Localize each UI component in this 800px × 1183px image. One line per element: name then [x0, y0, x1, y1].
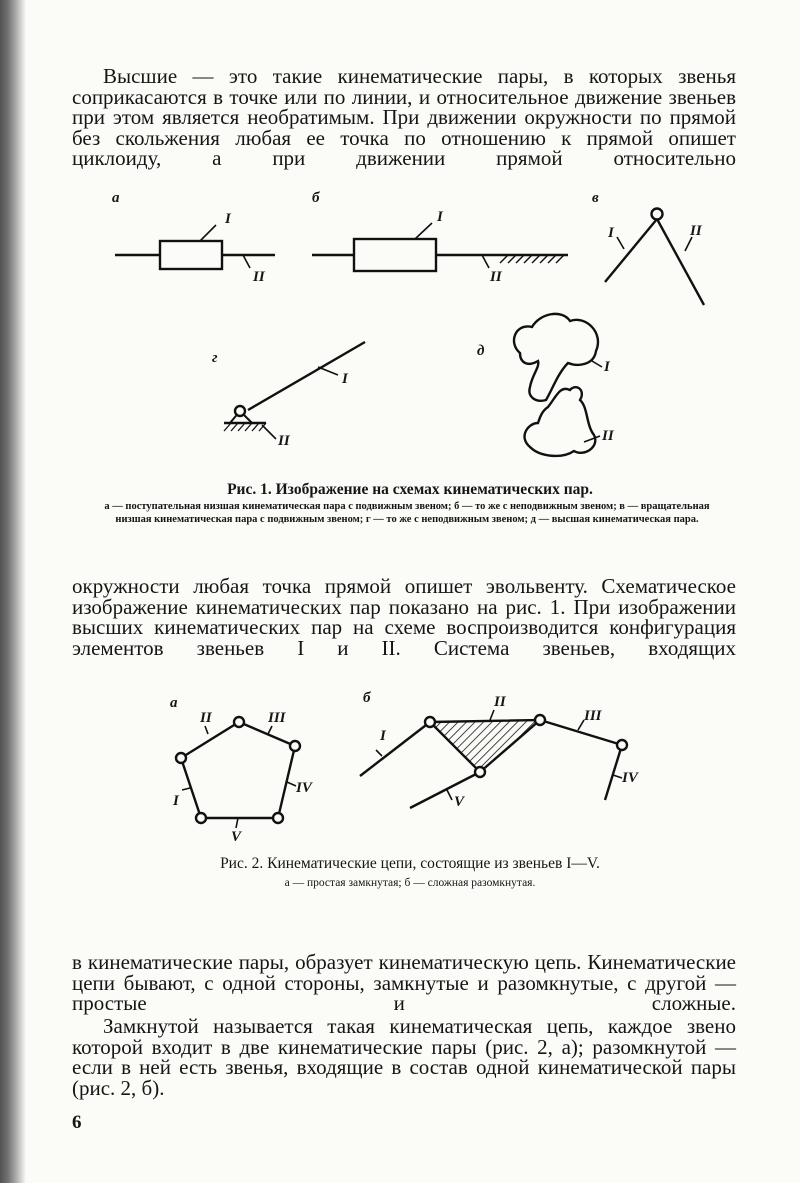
fig2-b-link-I-label: I: [380, 728, 386, 744]
paragraph-1: Высшие — это такие кинематические пары, в которых звенья соприкасаются в точке или по линии, и относительное движение звеньев при этом является необратимым. При движении окружности по прямой без скольжения любая ее точка по отношению к прямой опишет циклоиду, а при движении прямой относительно: [72, 64, 736, 171]
figure-1-drawing: [100, 185, 720, 475]
fig2-a-link-III-label: III: [268, 710, 286, 726]
fig1-g-link-one-label: I: [342, 371, 348, 387]
fig1-a-link-two-label: II: [253, 269, 265, 285]
fig2-panel-label-b: б: [363, 690, 371, 706]
figure-1-caption-title: Рис. 1. Изображение на схемах кинематических пар.: [227, 481, 593, 498]
fig1-b-link-two-label: II: [490, 269, 502, 285]
fig1-v-link-two-label: II: [690, 223, 702, 239]
figure-1: [100, 185, 720, 475]
fig2-b-link-IV-label: IV: [622, 770, 638, 786]
page-number: 6: [72, 1112, 82, 1133]
fig2-a-link-IV-label: IV: [296, 780, 312, 796]
fig2-b-link-II-label: II: [494, 694, 506, 710]
fig1-d-link-two-label: II: [602, 428, 614, 444]
paragraph-4: Замкнутой называется такая кинематическая цепь, каждое звено которой входит в две кинематические пары (рис. 2, а); разомкнутой — если в ней есть звенья, входящие в состав одной кинематической пары (рис. 2, б).: [72, 1014, 736, 1100]
fig1-b-link-one-label: I: [437, 209, 443, 225]
fig1-v-link-one-label: I: [608, 225, 614, 241]
fig1-panel-label-b: б: [312, 190, 320, 206]
fig2-b-link-V-label: V: [454, 794, 465, 810]
fig1-panel-label-a: а: [112, 190, 120, 206]
paragraph-2: окружности любая точка прямой опишет эвольвенту. Схематическое изображение кинематических пар показано на рис. 1. При изображении высших кинематических пар на схеме воспроизводится конфигурация элементов звеньев I и II. Система звеньев, входящих: [72, 574, 736, 660]
paragraph-3: в кинематические пары, образует кинематическую цепь. Кинематические цепи бывают, с одной стороны, замкнутые и разомкнутые, с другой — простые и сложные.: [72, 950, 736, 1016]
fig1-panel-label-g: г: [212, 350, 218, 366]
fig1-d-link-one-label: I: [604, 359, 610, 375]
figure-2-caption-title: Рис. 2. Кинематические цепи, состоящие из звеньев I—V.: [220, 855, 600, 872]
fig1-a-link-one-label: I: [225, 211, 231, 227]
figure-2-caption-body: а — простая замкнутая; б — сложная разомкнутая.: [284, 877, 536, 889]
scan-edge-shadow: [0, 0, 26, 1183]
fig2-a-link-II-label: II: [200, 710, 212, 726]
fig1-panel-label-v: в: [592, 190, 599, 206]
fig2-a-link-V-label: V: [231, 829, 242, 845]
figure-2: [150, 690, 670, 855]
fig1-g-link-two-label: II: [278, 433, 290, 449]
fig2-b-link-III-label: III: [584, 708, 602, 724]
figure-1-caption-body: а — поступательная низшая кинематическая пара с подвижным звеном; б — то же с неподвижным звеном; в — вращательная низшая кинематическая пара с подвижным звеном; г — то же с неподвижным звеном; д — высшая кинематическая пара.: [104, 501, 710, 525]
fig1-panel-label-d: д: [477, 343, 485, 359]
fig2-panel-label-a: а: [170, 695, 178, 711]
fig2-a-link-I-label: I: [173, 793, 179, 809]
